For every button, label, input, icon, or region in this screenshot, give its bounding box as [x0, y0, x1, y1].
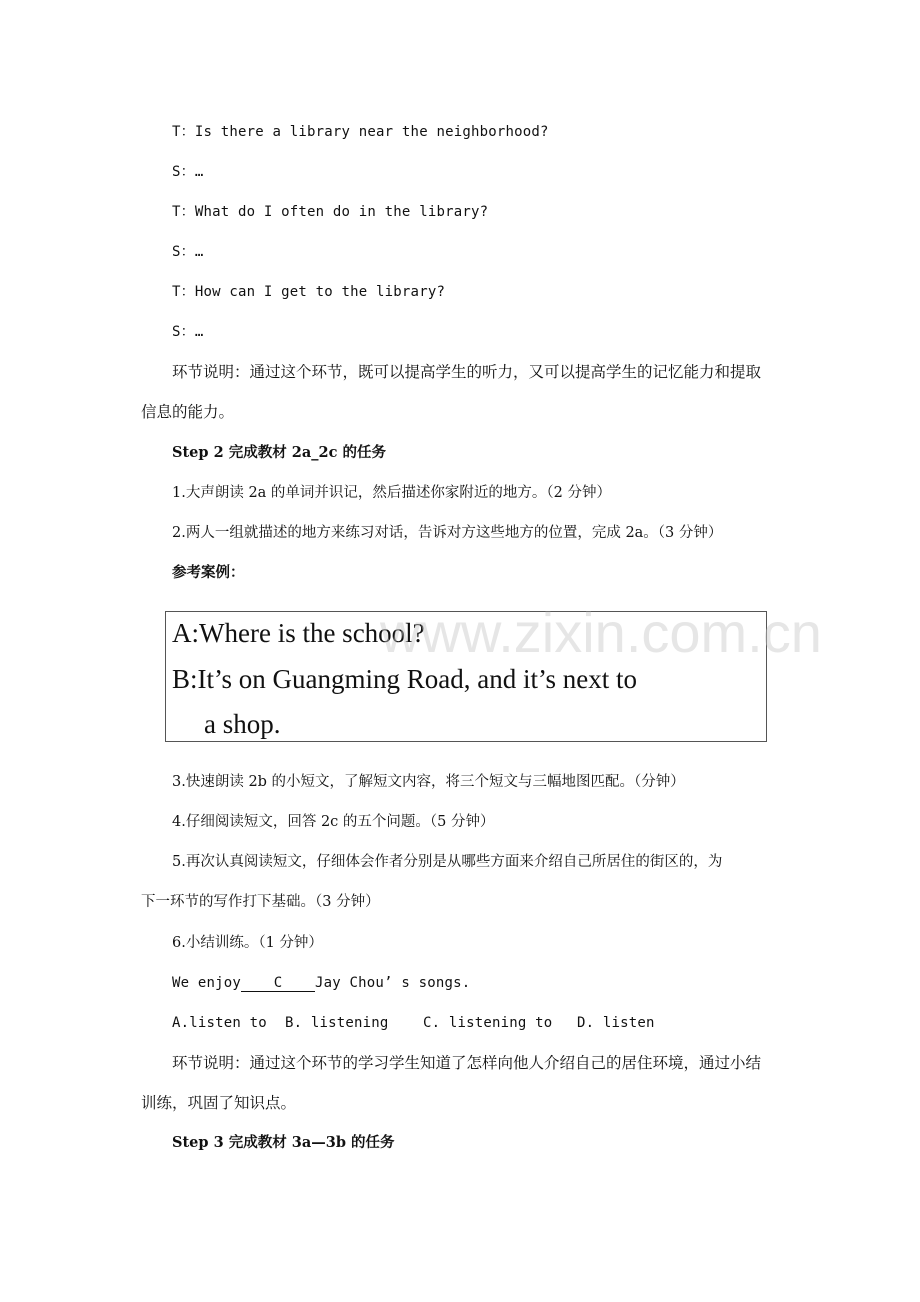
option-a: A.listen to — [172, 1015, 267, 1031]
speaker: S — [172, 244, 181, 260]
dialogue-line-4: S：… — [172, 244, 204, 260]
step2-item-4: 4.仔细阅读短文，回答 2c 的五个问题。（5 分钟） — [172, 814, 495, 830]
step3-heading: Step 3 完成教材 3a—3b 的任务 — [172, 1134, 395, 1151]
example-line-b: B:It’s on Guangming Road, and it’s next to — [172, 664, 637, 694]
question-before: We enjoy — [172, 975, 242, 991]
answer-options — [172, 1013, 655, 1033]
dialogue-text: Is there a library near the neighborhood? — [194, 124, 549, 140]
example-dialogue-box — [165, 611, 767, 742]
step2-item-5-line2: 下一环节的写作打下基础。（3 分钟） — [141, 894, 380, 910]
dialogue-line-2: S：… — [172, 164, 204, 180]
watermark: www.zixin.com.cn — [380, 601, 822, 664]
dialogue-text: How can I get to the library? — [194, 284, 446, 300]
speaker: T — [172, 204, 181, 220]
speaker: T — [172, 284, 181, 300]
note1-line2: 信息的能力。 — [141, 403, 235, 421]
speaker: S — [172, 164, 181, 180]
step2-item-6: 6.小结训练。（1 分钟） — [172, 935, 323, 951]
step2-item-1: 1.大声朗读 2a 的单词并识记，然后描述你家附近的地方。（2 分钟） — [172, 485, 612, 501]
option-d: D. listen — [577, 1015, 655, 1031]
note1-line1: 环节说明：通过这个环节，既可以提高学生的听力，又可以提高学生的记忆能力和提取 — [172, 363, 762, 381]
option-c: C. listening to — [423, 1015, 553, 1031]
note2-line1: 环节说明：通过这个环节的学习学生知道了怎样向他人介绍自己的居住环境，通过小结 — [172, 1054, 762, 1072]
practice-question — [172, 973, 470, 993]
step2-item-2: 2.两人一组就描述的地方来练习对话，告诉对方这些地方的位置，完成 2a。（3 分钟） — [172, 525, 723, 541]
speaker: S — [172, 324, 181, 340]
dialogue-line-1: T：Is there a library near the neighborhood? — [172, 124, 549, 140]
dialogue-line-3: T：What do I often do in the library? — [172, 204, 489, 220]
example-line-a: A:Where is the school? — [172, 618, 425, 648]
dialogue-line-6: S：… — [172, 324, 204, 340]
example-line-c: a shop. — [204, 709, 281, 739]
dialogue-text: … — [194, 244, 204, 260]
step2-item-3: 3.快速朗读 2b 的小短文，了解短文内容，将三个短文与三幅地图匹配。（分钟） — [172, 774, 685, 790]
step2-heading: Step 2 完成教材 2a_2c 的任务 — [172, 444, 386, 461]
dialogue-line-5: T：How can I get to the library? — [172, 284, 446, 300]
answer-blank: C — [241, 975, 315, 992]
dialogue-text: … — [194, 324, 204, 340]
speaker: T — [172, 124, 181, 140]
note2-line2: 训练，巩固了知识点。 — [141, 1094, 297, 1112]
question-after: Jay Chou’ s songs. — [315, 975, 471, 991]
option-b: B. listening — [285, 1015, 389, 1031]
dialogue-text: What do I often do in the library? — [194, 204, 489, 220]
dialogue-text: … — [194, 164, 204, 180]
reference-label: 参考案例： — [172, 564, 245, 581]
step2-item-5-line1: 5.再次认真阅读短文，仔细体会作者分别是从哪些方面来介绍自己所居住的街区的，为 — [172, 854, 723, 870]
